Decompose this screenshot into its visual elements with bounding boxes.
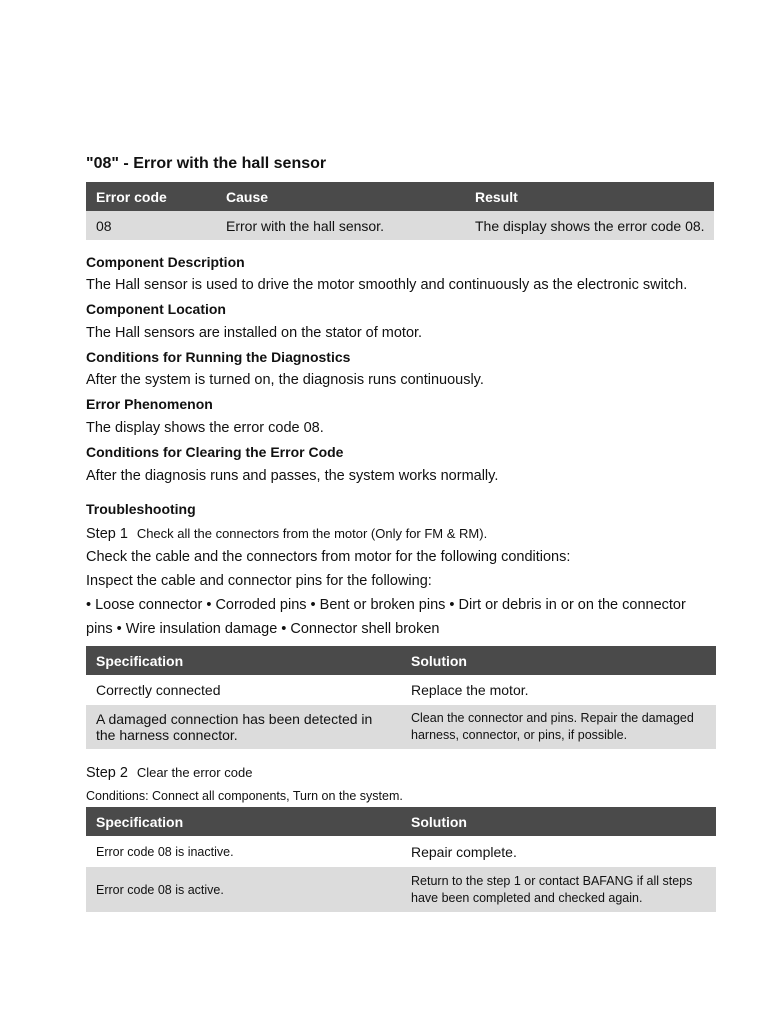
step-1-instruction: Inspect the cable and connector pins for the following: xyxy=(86,573,432,589)
section-heading: Component Description xyxy=(86,254,245,270)
error-code-table xyxy=(86,182,714,240)
step-2-conditions: Conditions: Connect all components, Turn on the system. xyxy=(86,789,403,803)
section-text: The display shows the error code 08. xyxy=(86,420,324,436)
cell-specification: A damaged connection has been detected in the harness connector. xyxy=(86,705,401,749)
section-text: The Hall sensors are installed on the stator of motor. xyxy=(86,325,423,341)
col-header-cause: Cause xyxy=(216,182,465,211)
section-heading: Component Location xyxy=(86,301,226,317)
col-header-specification: Specification xyxy=(86,807,401,836)
cell-specification: Error code 08 is inactive. xyxy=(96,844,234,859)
cell-solution: Clean the connector and pins. Repair the damaged harness, connector, or pins, if possible. xyxy=(401,705,716,749)
section-heading: Conditions for Running the Diagnostics xyxy=(86,349,351,365)
table-row xyxy=(86,211,714,240)
table-row xyxy=(86,867,716,912)
section-text: After the diagnosis runs and passes, the system works normally. xyxy=(86,468,499,484)
step-1-text: Check all the connectors from the motor (Only for FM & RM). xyxy=(136,526,488,541)
section-heading: Error Phenomenon xyxy=(86,396,213,412)
step-2-label: Step 2 xyxy=(86,765,128,781)
table-header-row xyxy=(86,646,716,675)
table-row xyxy=(86,675,716,705)
step-1-solution-table xyxy=(86,646,716,749)
col-header-solution: Solution xyxy=(401,646,716,675)
troubleshooting-heading: Troubleshooting xyxy=(86,501,196,517)
step-2-solution-table xyxy=(86,807,716,912)
col-header-error-code: Error code xyxy=(86,182,216,211)
table-row xyxy=(86,836,716,867)
page-title: "08" - Error with the hall sensor xyxy=(86,155,327,172)
cell-solution: Repair complete. xyxy=(411,843,517,860)
step-1-instruction: Check the cable and the connectors from motor for the following conditions: xyxy=(86,549,571,565)
section-text: The Hall sensor is used to drive the motor smoothly and continuously as the electronic switch. xyxy=(86,277,688,293)
step-2-line xyxy=(86,764,252,782)
cell-solution: Replace the motor. xyxy=(411,682,529,698)
table-header-row xyxy=(86,807,716,836)
table-header-row xyxy=(86,182,714,211)
cell-cause: Error with the hall sensor. xyxy=(216,211,465,240)
cell-result: The display shows the error code 08. xyxy=(465,211,714,240)
table-row xyxy=(86,705,716,749)
section-text: After the system is turned on, the diagnosis runs continuously. xyxy=(86,372,484,388)
col-header-specification: Specification xyxy=(86,646,401,675)
section-heading: Conditions for Clearing the Error Code xyxy=(86,444,344,460)
step-1-label: Step 1 xyxy=(86,526,128,542)
step-2-text: Clear the error code xyxy=(136,765,253,780)
cell-error-code: 08 xyxy=(86,211,216,240)
step-1-line xyxy=(86,525,487,543)
cell-specification: Correctly connected xyxy=(96,682,221,698)
cell-specification: Error code 08 is active. xyxy=(86,867,401,912)
cell-solution: Return to the step 1 or contact BAFANG if all steps have been completed and checked again. xyxy=(401,867,716,912)
step-1-conditions-list: • Loose connector • Corroded pins • Bent or broken pins • Dirt or debris in or on the connector xyxy=(86,597,686,613)
col-header-result: Result xyxy=(465,182,714,211)
step-1-conditions-list: pins • Wire insulation damage • Connector shell broken xyxy=(86,621,440,637)
col-header-solution: Solution xyxy=(401,807,716,836)
